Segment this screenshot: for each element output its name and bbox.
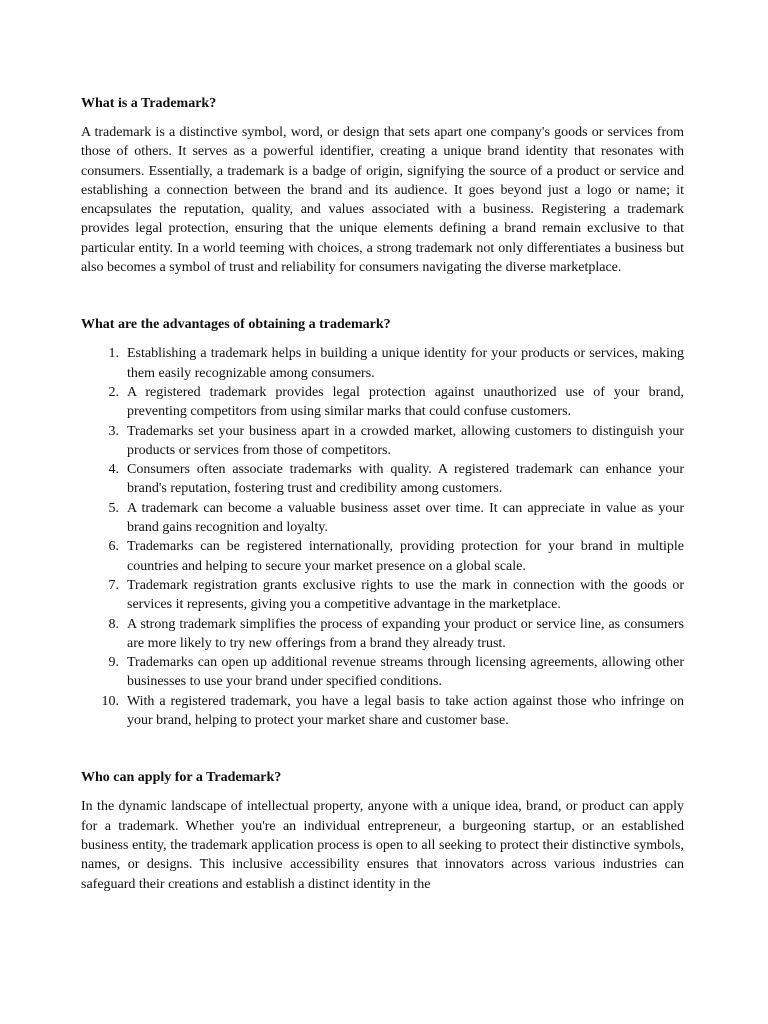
list-item-number: 3. <box>108 423 119 439</box>
list-item-text: Trademarks can be registered internationally, providing protection for your brand in multiple countries and helping to secure your market presence on a global scale. <box>127 539 684 574</box>
list-item <box>81 383 684 422</box>
list-item-number: 1. <box>108 346 119 362</box>
list-item-number: 10. <box>101 693 119 709</box>
section-who-can-apply <box>81 768 684 893</box>
list-item <box>81 692 684 731</box>
section-paragraph: In the dynamic landscape of intellectual property, anyone with a unique idea, brand, or product can apply for a trademark. Whether you're an individual entrepreneur, a burgeoning startup, or an established business entity, the trademark application process is open to all seeking to protect their distinctive symbols, names, or designs. This inclusive accessibility ensures that innovators across various industries can safeguard their creations and establish a distinct identity in the <box>81 799 684 892</box>
list-item <box>81 422 684 461</box>
section-paragraph: A trademark is a distinctive symbol, word, or design that sets apart one company's goods or services from those of others. It serves as a powerful identifier, creating a unique brand identity that resonates with consumers. Essentially, a trademark is a badge of origin, signifying the source of a product or service and establishing a connection between the brand and its audience. It goes beyond just a logo or name; it encapsulates the reputation, quality, and values associated with a business. Registering a trademark provides legal protection, ensuring that the unique elements defining a brand remain exclusive to that particular entity. In a world teeming with choices, a strong trademark not only differentiates a business but also becomes a symbol of trust and reliability for consumers navigating the diverse marketplace. <box>81 125 684 276</box>
list-item-text: Establishing a trademark helps in building a unique identity for your products or services, making them easily recognizable among consumers. <box>127 346 684 381</box>
list-item <box>81 576 684 615</box>
list-item-text: A trademark can become a valuable business asset over time. It can appreciate in value as your brand gains recognition and loyalty. <box>127 500 684 536</box>
list-item-text: A strong trademark simplifies the process of expanding your product or service line, as consumers are more likely to try new offerings from a brand they already trust. <box>127 616 684 651</box>
list-item-number: 6. <box>108 539 119 555</box>
section-heading: Who can apply for a Trademark? <box>81 770 282 786</box>
list-item <box>81 653 684 692</box>
list-item-number: 2. <box>108 384 119 400</box>
section-advantages <box>81 315 684 730</box>
list-item <box>81 344 684 383</box>
list-item-number: 4. <box>108 462 119 478</box>
list-item-text: With a registered trademark, you have a legal basis to take action against those who infringe on your brand, helping to protect your market share and customer base. <box>127 693 684 729</box>
list-item-number: 9. <box>108 655 119 671</box>
list-item <box>81 460 684 499</box>
list-item-text: Trademarks set your business apart in a crowded market, allowing customers to distinguish your products or services from those of competitors. <box>127 423 684 458</box>
list-item-number: 8. <box>108 616 119 632</box>
advantages-list <box>81 344 684 730</box>
section-heading: What is a Trademark? <box>81 96 217 111</box>
section-what-is-trademark <box>81 94 684 277</box>
section-heading: What are the advantages of obtaining a trademark? <box>81 317 391 333</box>
list-item-text: Consumers often associate trademarks with quality. A registered trademark can enhance your brand's reputation, fostering trust and credibility among customers. <box>127 462 684 497</box>
list-item-number: 5. <box>108 500 119 516</box>
list-item <box>81 537 684 576</box>
list-item <box>81 499 684 538</box>
list-item-number: 7. <box>108 577 119 593</box>
list-item-text: Trademarks can open up additional revenue streams through licensing agreements, allowing other businesses to use your brand under specified conditions. <box>127 655 684 690</box>
list-item-text: Trademark registration grants exclusive rights to use the mark in connection with the goods or services it represents, giving you a competitive advantage in the marketplace. <box>127 577 684 613</box>
list-item <box>81 615 684 654</box>
list-item-text: A registered trademark provides legal protection against unauthorized use of your brand, preventing competitors from using similar marks that could confuse customers. <box>127 384 684 420</box>
